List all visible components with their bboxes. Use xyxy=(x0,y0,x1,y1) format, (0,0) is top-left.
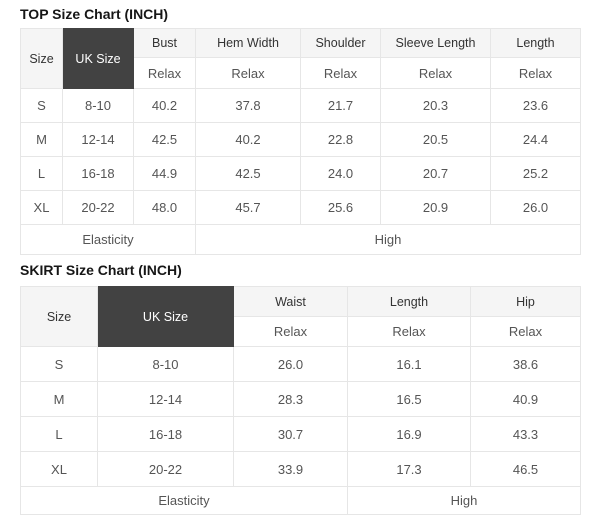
top-measure-header-sleeve-length: Sleeve Length xyxy=(381,29,491,58)
elasticity-label-cell: Elasticity xyxy=(21,225,196,255)
top-fit-cell: Relax xyxy=(301,58,381,89)
value-cell: 20.9 xyxy=(381,191,491,225)
size-cell: M xyxy=(21,382,98,417)
value-cell: 20.3 xyxy=(381,89,491,123)
skirt-measure-header-hip: Hip xyxy=(471,287,581,317)
skirt-measure-header-length: Length xyxy=(348,287,471,317)
value-cell: 26.0 xyxy=(234,347,348,382)
size-cell: S xyxy=(21,347,98,382)
uk-size-cell: 8-10 xyxy=(98,347,234,382)
top-measure-header-length: Length xyxy=(491,29,581,58)
uk-size-cell: 20-22 xyxy=(63,191,134,225)
skirt-fit-cell: Relax xyxy=(234,317,348,347)
uk-size-cell: 8-10 xyxy=(63,89,134,123)
value-cell: 16.9 xyxy=(348,417,471,452)
value-cell: 40.2 xyxy=(196,123,301,157)
value-cell: 30.7 xyxy=(234,417,348,452)
elasticity-label-cell: Elasticity xyxy=(21,487,348,515)
value-cell: 24.0 xyxy=(301,157,381,191)
skirt-fit-cell: Relax xyxy=(471,317,581,347)
value-cell: 22.8 xyxy=(301,123,381,157)
top-table-footer-row xyxy=(21,225,581,255)
top-fit-cell: Relax xyxy=(491,58,581,89)
elasticity-value-cell: High xyxy=(196,225,581,255)
value-cell: 20.7 xyxy=(381,157,491,191)
size-cell: XL xyxy=(21,191,63,225)
value-cell: 25.6 xyxy=(301,191,381,225)
value-cell: 25.2 xyxy=(491,157,581,191)
value-cell: 40.9 xyxy=(471,382,581,417)
skirt-size-col-header: Size xyxy=(21,287,98,347)
size-cell: L xyxy=(21,157,63,191)
value-cell: 23.6 xyxy=(491,89,581,123)
size-cell: XL xyxy=(21,452,98,487)
top-measure-header-shoulder: Shoulder xyxy=(301,29,381,58)
value-cell: 46.5 xyxy=(471,452,581,487)
size-cell: L xyxy=(21,417,98,452)
top-table-row-l xyxy=(21,157,581,191)
value-cell: 26.0 xyxy=(491,191,581,225)
value-cell: 16.1 xyxy=(348,347,471,382)
value-cell: 20.5 xyxy=(381,123,491,157)
skirt-table-row-m xyxy=(21,382,581,417)
uk-size-cell: 16-18 xyxy=(63,157,134,191)
value-cell: 40.2 xyxy=(134,89,196,123)
top-size-table xyxy=(20,28,581,255)
value-cell: 24.4 xyxy=(491,123,581,157)
value-cell: 42.5 xyxy=(134,123,196,157)
value-cell: 16.5 xyxy=(348,382,471,417)
top-uk-size-col-header: UK Size xyxy=(63,29,134,89)
value-cell: 38.6 xyxy=(471,347,581,382)
top-table-row-s xyxy=(21,89,581,123)
size-cell: S xyxy=(21,89,63,123)
top-fit-cell: Relax xyxy=(196,58,301,89)
skirt-table-row-l xyxy=(21,417,581,452)
uk-size-cell: 12-14 xyxy=(63,123,134,157)
skirt-uk-size-col-header: UK Size xyxy=(98,287,234,347)
value-cell: 44.9 xyxy=(134,157,196,191)
top-fit-cell: Relax xyxy=(381,58,491,89)
top-measure-header-bust: Bust xyxy=(134,29,196,58)
value-cell: 45.7 xyxy=(196,191,301,225)
skirt-measure-header-waist: Waist xyxy=(234,287,348,317)
uk-size-cell: 20-22 xyxy=(98,452,234,487)
top-chart-title: TOP Size Chart (INCH) xyxy=(20,6,169,22)
skirt-size-table xyxy=(20,286,581,515)
top-table-row-m xyxy=(21,123,581,157)
top-table-row-xl xyxy=(21,191,581,225)
uk-size-cell: 12-14 xyxy=(98,382,234,417)
value-cell: 21.7 xyxy=(301,89,381,123)
size-cell: M xyxy=(21,123,63,157)
top-fit-cell: Relax xyxy=(134,58,196,89)
value-cell: 33.9 xyxy=(234,452,348,487)
value-cell: 43.3 xyxy=(471,417,581,452)
top-size-col-header: Size xyxy=(21,29,63,89)
value-cell: 28.3 xyxy=(234,382,348,417)
skirt-fit-cell: Relax xyxy=(348,317,471,347)
value-cell: 48.0 xyxy=(134,191,196,225)
uk-size-cell: 16-18 xyxy=(98,417,234,452)
skirt-table-footer-row xyxy=(21,487,581,515)
value-cell: 42.5 xyxy=(196,157,301,191)
value-cell: 17.3 xyxy=(348,452,471,487)
value-cell: 37.8 xyxy=(196,89,301,123)
skirt-chart-title: SKIRT Size Chart (INCH) xyxy=(20,262,182,278)
skirt-table-row-xl xyxy=(21,452,581,487)
elasticity-value-cell: High xyxy=(348,487,581,515)
skirt-table-row-s xyxy=(21,347,581,382)
top-measure-header-hem-width: Hem Width xyxy=(196,29,301,58)
